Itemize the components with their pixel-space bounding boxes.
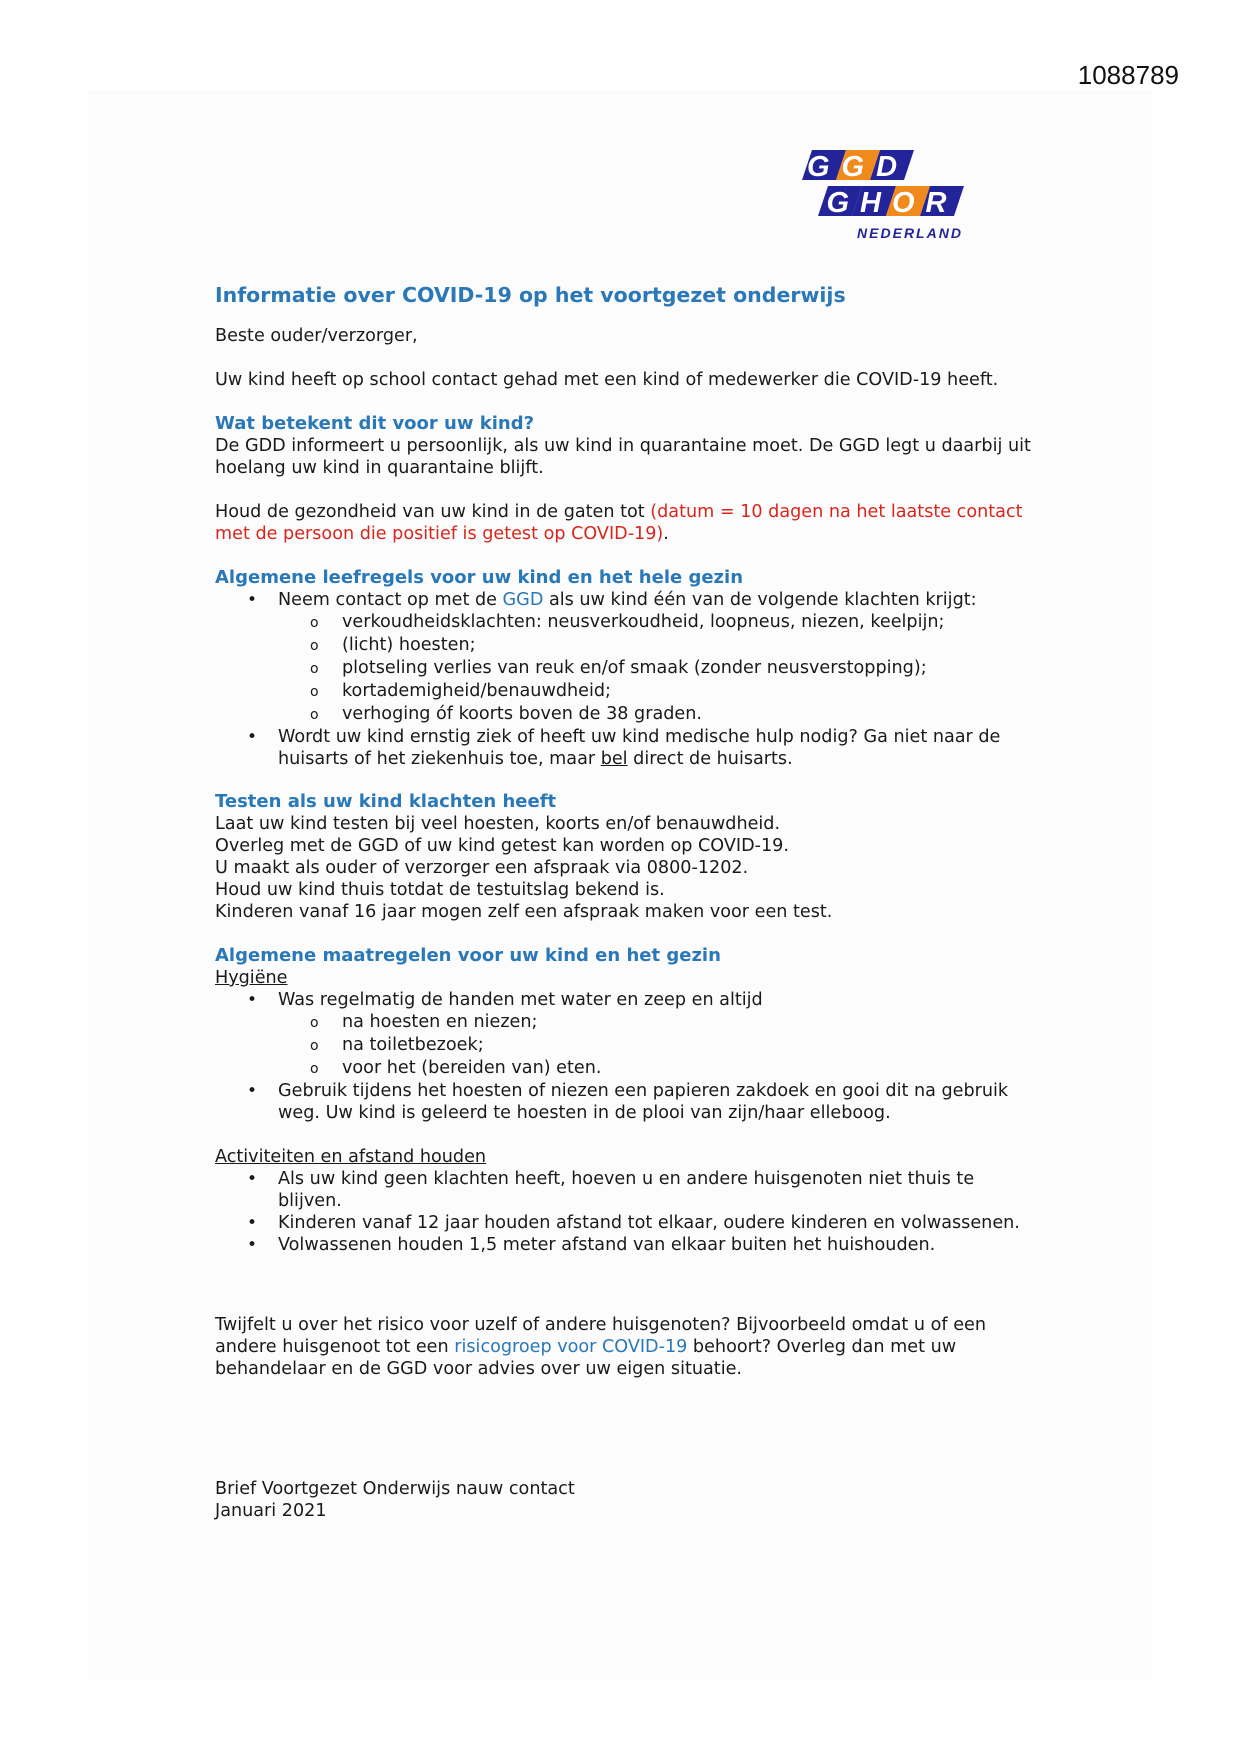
risk-group-link[interactable]: risicogroep voor COVID-19: [454, 1337, 688, 1357]
hygiene-list: [215, 989, 1035, 1124]
list-item: • Gebruik tijdens het hoesten of niezen een papieren zakdoek en gooi dit na gebruik weg. Uw kind is geleerd te hoesten in de plooi van zijn/haar elleboog.: [278, 1080, 1035, 1124]
list-item: o voor het (bereiden van) eten.: [342, 1057, 1035, 1080]
greeting: Beste ouder/verzorger,: [215, 326, 418, 346]
section-heading-testing: Testen als uw kind klachten heeft: [215, 791, 557, 812]
list-item: o verkoudheidsklachten: neusverkoudheid, loopneus, niezen, keelpijn;: [342, 611, 1035, 634]
footer-line: Brief Voortgezet Onderwijs nauw contact: [215, 1479, 575, 1499]
date-note: (datum = 10 dagen na het laatste contact met de persoon die positief is getest op COVID-19): [215, 502, 1023, 544]
intro-text: Uw kind heeft op school contact gehad met een kind of medewerker die COVID-19 heeft.: [215, 370, 999, 390]
list-item: o na toiletbezoek;: [342, 1034, 1035, 1057]
list-item: o kortademigheid/benauwdheid;: [342, 680, 1035, 703]
logo-text-ggd: GGD: [806, 151, 910, 183]
hygiene-label: Hygiëne: [215, 968, 288, 988]
testing-line: Kinderen vanaf 16 jaar mogen zelf een afspraak maken voor een test.: [215, 902, 833, 922]
testing-line: Laat uw kind testen bij veel hoesten, koorts en/of benauwdheid.: [215, 814, 781, 834]
quarantine-info: De GDD informeert u persoonlijk, als uw kind in quarantaine moet. De GGD legt u daarbij uit hoelang uw kind in quarantaine blijft.: [215, 436, 1031, 478]
ggd-link[interactable]: GGD: [502, 590, 544, 610]
list-item: o plotseling verlies van reuk en/of smaak (zonder neusverstopping);: [342, 657, 1035, 680]
list-item: • Was regelmatig de handen met water en zeep en altijd o na hoesten en niezen; o na toiletbezoek; o voor het (bereiden van) eten.: [278, 989, 1035, 1080]
testing-line: Houd uw kind thuis totdat de testuitslag bekend is.: [215, 880, 665, 900]
list-item: o verhoging óf koorts boven de 38 graden.: [342, 703, 1035, 726]
testing-line: U maakt als ouder of verzorger een afspraak via 0800-1202.: [215, 858, 749, 878]
list-item: • Neem contact op met de GGD als uw kind één van de volgende klachten krijgt: o verkoudheidsklachten: neusverkoudheid, loopneus, niezen, keelpijn; o (licht) hoesten; o plotseling verlies van reuk en/of smaak (zonder neusverstopping); o kortademigheid/benauwdheid; o verhoging óf koorts boven de 38 graden.: [278, 589, 1035, 726]
list-item: • Als uw kind geen klachten heeft, hoeven u en andere huisgenoten niet thuis te blijven.: [278, 1168, 1035, 1212]
activities-list: [215, 1168, 1035, 1256]
page-title: Informatie over COVID-19 op het voortgezet onderwijs: [215, 283, 846, 307]
logo-text-ghor: GHOR: [826, 187, 958, 219]
testing-line: Overleg met de GGD of uw kind getest kan worden op COVID-19.: [215, 836, 789, 856]
activities-label: Activiteiten en afstand houden: [215, 1147, 487, 1167]
call-emphasis: bel: [600, 749, 628, 769]
section-heading-meaning: Wat betekent dit voor uw kind?: [215, 413, 535, 434]
rules-list: [215, 589, 1035, 770]
list-item: • Kinderen vanaf 12 jaar houden afstand tot elkaar, oudere kinderen en volwassenen.: [278, 1212, 1035, 1234]
footer-date: Januari 2021: [215, 1501, 327, 1521]
section-heading-rules: Algemene leefregels voor uw kind en het hele gezin: [215, 567, 744, 588]
letter-content: [215, 282, 1035, 1522]
list-item: o na hoesten en niezen;: [342, 1011, 1035, 1034]
section-heading-measures: Algemene maatregelen voor uw kind en het gezin: [215, 945, 721, 966]
ggd-ghor-logo: [800, 150, 970, 250]
watch-health-paragraph: Houd de gezondheid van uw kind in de gaten tot (datum = 10 dagen na het laatste contact met de persoon die positief is getest op COVID-19).: [215, 502, 1023, 544]
document-number: 1088789: [1077, 60, 1179, 90]
list-item: • Wordt uw kind ernstig ziek of heeft uw kind medische hulp nodig? Ga niet naar de huisarts of het ziekenhuis toe, maar bel direct de huisarts.: [278, 726, 1035, 770]
symptom-list: [278, 611, 1035, 726]
list-item: o (licht) hoesten;: [342, 634, 1035, 657]
closing-paragraph: Twijfelt u over het risico voor uzelf of andere huisgenoten? Bijvoorbeeld omdat u of een andere huisgenoot tot een risicogroep voor COVID-19 behoort? Overleg dan met uw behandelaar en de GGD voor advies over uw eigen situatie.: [215, 1315, 987, 1379]
logo-text-nederland: NEDERLAND: [857, 225, 963, 241]
list-item: • Volwassenen houden 1,5 meter afstand van elkaar buiten het huishouden.: [278, 1234, 1035, 1256]
handwash-list: [278, 1011, 1035, 1080]
